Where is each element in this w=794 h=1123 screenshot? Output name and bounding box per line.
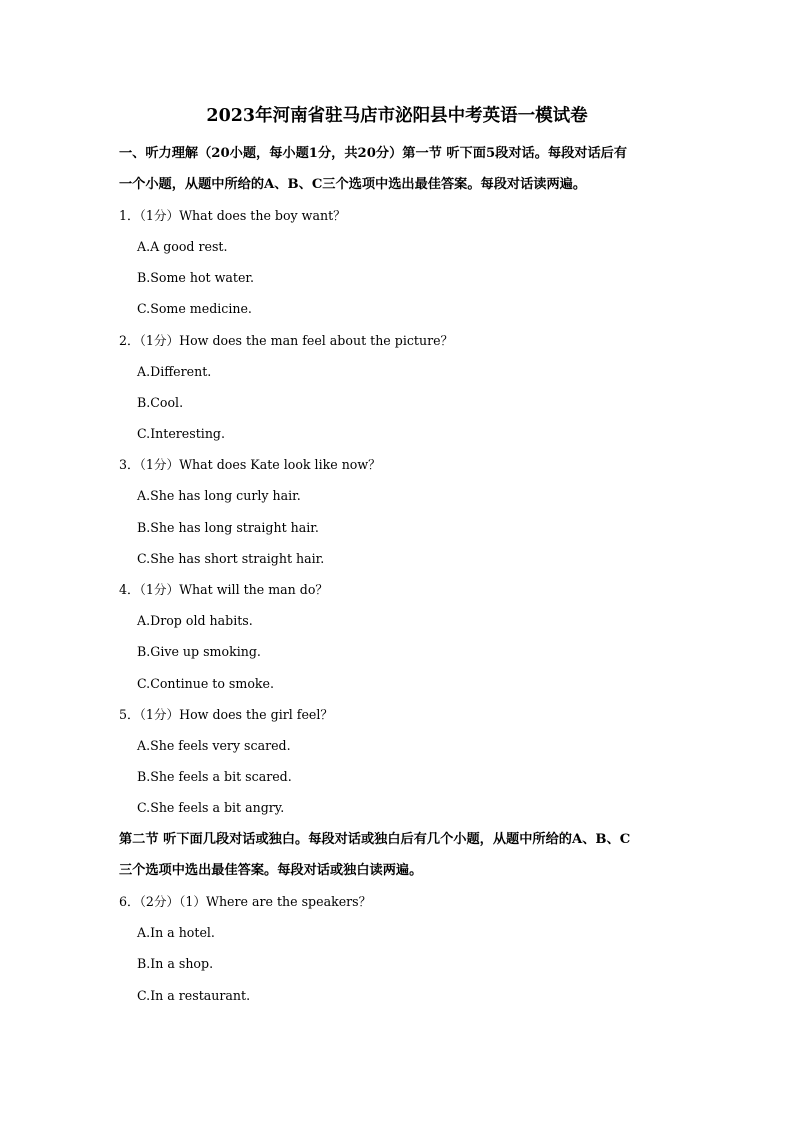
question-6-stem: 6．（2分）（1）Where are the speakers？ bbox=[119, 894, 372, 909]
question-3-option-c: C.She has short straight hair. bbox=[137, 551, 325, 566]
question-2-option-b: B.Cool. bbox=[137, 395, 184, 410]
question-6-option-c: C.In a restaurant. bbox=[137, 988, 251, 1003]
question-1-option-a: A.A good rest. bbox=[137, 239, 228, 254]
question-5-option-c: C.She feels a bit angry. bbox=[137, 800, 285, 815]
question-1-stem: 1．（1分）What does the boy want？ bbox=[119, 208, 346, 223]
question-1-option-b: B.Some hot water. bbox=[137, 270, 255, 285]
section-1-line-2: 一个小题，从题中所给的A、B、C三个选项中选出最佳答案。每段对话读两遍。 bbox=[119, 177, 587, 192]
section-2-line-2: 三个选项中选出最佳答案。每段对话或独白读两遍。 bbox=[119, 863, 423, 878]
question-2-stem: 2．（1分）How does the man feel about the picture？ bbox=[119, 333, 454, 348]
question-5-option-a: A.She feels very scared. bbox=[137, 738, 291, 753]
section-2-line-1: 第二节 听下面几段对话或独白。每段对话或独白后有几个小题，从题中所给的A、B、C bbox=[119, 832, 631, 847]
section-1-instructions bbox=[119, 138, 679, 200]
question-6-option-b: B.In a shop. bbox=[137, 956, 214, 971]
question-3-stem: 3．（1分）What does Kate look like now？ bbox=[119, 457, 381, 472]
section-1-line-1: 一、听力理解（20小题，每小题1分，共20分）第一节 听下面5段对话。每段对话后有 bbox=[119, 146, 628, 161]
question-5-option-b: B.She feels a bit scared. bbox=[137, 769, 292, 784]
question-3-option-b: B.She has long straight hair. bbox=[137, 520, 319, 535]
question-4-option-a: A.Drop old habits. bbox=[137, 613, 253, 628]
question-2-option-c: C.Interesting. bbox=[137, 426, 225, 441]
question-3-option-a: A.She has long curly hair. bbox=[137, 488, 301, 503]
document-title: 2023年河南省驻马店市泌阳县中考英语一模试卷 bbox=[206, 106, 588, 126]
section-2-instructions bbox=[119, 824, 679, 886]
question-2-option-a: A.Different. bbox=[137, 364, 212, 379]
question-1-option-c: C.Some medicine. bbox=[137, 301, 252, 316]
question-6-option-a: A.In a hotel. bbox=[137, 925, 215, 940]
question-4-stem: 4．（1分）What will the man do？ bbox=[119, 582, 329, 597]
question-4-option-c: C.Continue to smoke. bbox=[137, 676, 275, 691]
question-5-stem: 5．（1分）How does the girl feel？ bbox=[119, 707, 333, 722]
question-4-option-b: B.Give up smoking. bbox=[137, 644, 261, 659]
